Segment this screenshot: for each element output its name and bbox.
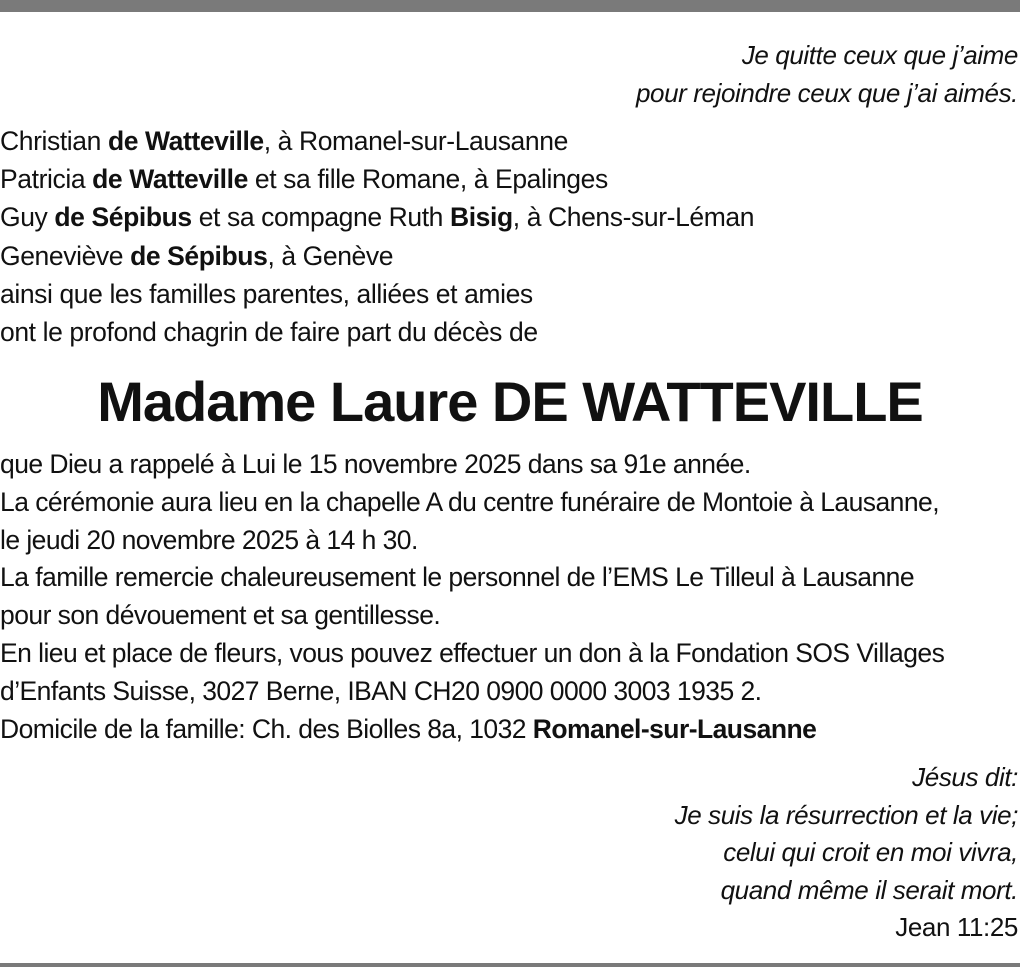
family-surname: de Sépibus <box>130 240 268 271</box>
body-line: En lieu et place de fleurs, vous pouvez effectuer un don à la Fondation SOS Villages <box>0 637 945 668</box>
bible-verse <box>675 759 1018 947</box>
verse-reference: Jean 11:25 <box>895 912 1018 943</box>
family-surname: de Sépibus <box>54 202 192 233</box>
family-member: Guy de Sépibus et sa compagne Ruth Bisig, à Chens-sur-Léman <box>0 202 755 233</box>
epigraph-quote <box>636 36 1018 112</box>
body-line: La cérémonie aura lieu en la chapelle A du centre funéraire de Montoie à Lausanne, <box>0 486 940 517</box>
epigraph-line: pour rejoindre ceux que j’ai aimés. <box>636 78 1018 108</box>
announcement-body <box>0 446 1020 748</box>
family-note: ont le profond chagrin de faire part du décès de <box>0 317 538 348</box>
body-line: La famille remercie chaleureusement le personnel de l’EMS Le Tilleul à Lausanne <box>0 562 915 593</box>
body-line: pour son dévouement et sa gentillesse. <box>0 600 441 631</box>
family-member: Geneviève de Sépibus, à Genève <box>0 240 394 271</box>
verse-line: Je suis la résurrection et la vie; <box>674 799 1018 830</box>
family-address: Domicile de la famille: Ch. des Biolles 8a, 1032 Romanel-sur-Lausanne <box>0 713 817 744</box>
address-locality: Romanel-sur-Lausanne <box>532 713 817 744</box>
body-line: que Dieu a rappelé à Lui le 15 novembre 2025 dans sa 91e année. <box>0 449 751 479</box>
bottom-border-rule <box>0 963 1020 967</box>
epigraph-line: Je quitte ceux que j’aime <box>741 40 1018 70</box>
verse-line: Jésus dit: <box>912 762 1018 792</box>
verse-line: quand même il serait mort. <box>720 874 1018 905</box>
family-surname: de Watteville <box>107 126 264 156</box>
family-surname: de Watteville <box>92 164 248 195</box>
body-line: d’Enfants Suisse, 3027 Berne, IBAN CH20 0900 0000 3003 1935 2. <box>0 675 762 706</box>
family-member: Patricia de Watteville et sa fille Romane, à Epalinges <box>0 164 608 195</box>
family-member: Christian de Watteville, à Romanel-sur-Lausanne <box>0 126 568 156</box>
body-line: le jeudi 20 novembre 2025 à 14 h 30. <box>0 524 418 555</box>
deceased-name: Madame Laure DE WATTEVILLE <box>97 370 923 433</box>
family-list <box>0 122 754 351</box>
verse-line: celui qui croit en moi vivra, <box>723 837 1018 868</box>
top-border-rule <box>0 0 1020 12</box>
family-surname: Bisig <box>449 202 513 233</box>
family-note: ainsi que les familles parentes, alliées et amies <box>0 278 533 309</box>
